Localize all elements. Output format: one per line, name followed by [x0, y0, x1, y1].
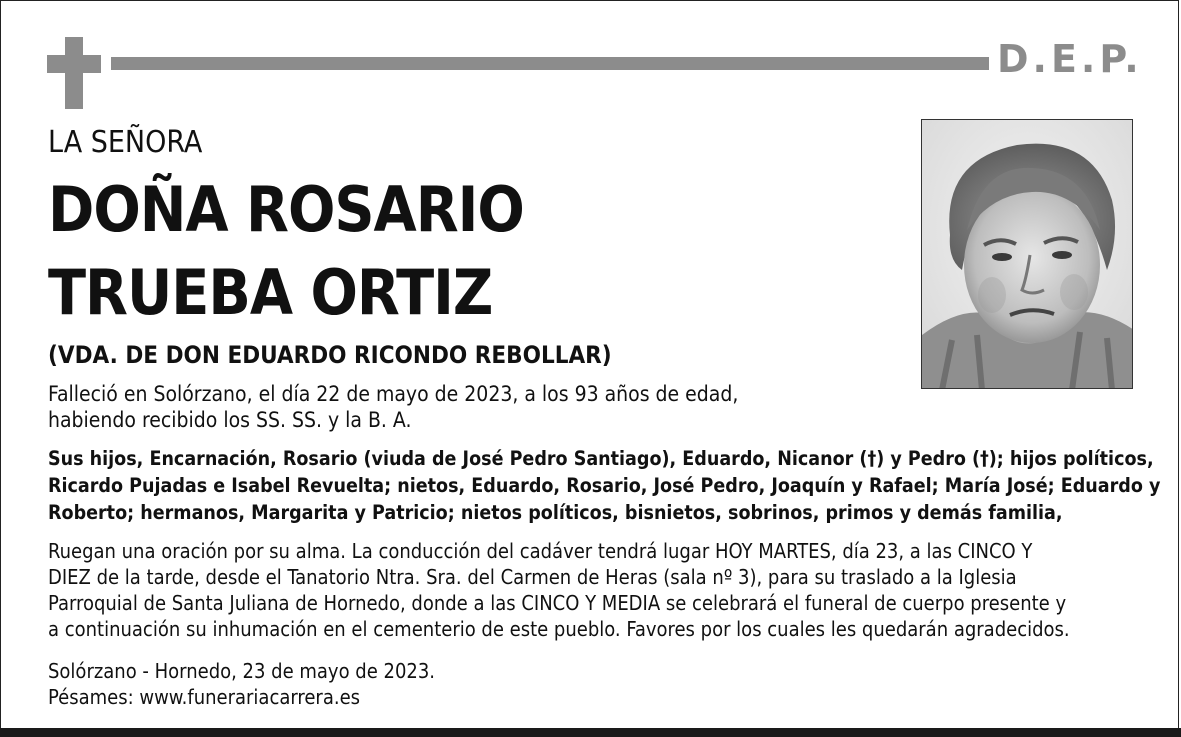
- title-prefix: LA SEÑORA: [48, 125, 203, 160]
- ceremony-line: a continuación su inhumación en el cementerio de este pueblo. Favores por los cuales les quedarán agradecidos.: [48, 617, 1070, 641]
- footer: [48, 658, 435, 710]
- dep-label: D.E.P.: [997, 37, 1143, 81]
- death-notice: [48, 381, 738, 433]
- death-notice-line: habiendo recibido los SS. SS. y la B. A.: [48, 408, 412, 432]
- death-notice-line: Falleció en Solórzano, el día 22 de mayo de 2023, a los 93 años de edad,: [48, 382, 739, 406]
- family-line: Ricardo Pujadas e Isabel Revuelta; nietos, Eduardo, Rosario, José Pedro, Joaquín y Rafael; María José; Eduardo y: [48, 474, 1161, 497]
- deceased-name-line2: TRUEBA ORTIZ: [48, 256, 493, 329]
- ceremony-line: Parroquial de Santa Juliana de Hornedo, donde a las CINCO Y MEDIA se celebrará el funeral de cuerpo presente y: [48, 591, 1067, 615]
- family-line: Sus hijos, Encarnación, Rosario (viuda de José Pedro Santiago), Eduardo, Nicanor (†) y Pedro (†); hijos políticos,: [48, 447, 1154, 470]
- deceased-name-line1: DOÑA ROSARIO: [48, 173, 524, 246]
- ceremony-details: [48, 538, 1070, 642]
- ceremony-line: DIEZ de la tarde, desde el Tanatorio Ntra. Sra. del Carmen de Heras (sala nº 3), para su traslado a la Iglesia: [48, 565, 1017, 589]
- family-list: [48, 445, 1160, 526]
- ceremony-line: Ruegan una oración por su alma. La conducción del cadáver tendrá lugar HOY MARTES, día 23, a las CINCO Y: [48, 539, 1033, 563]
- portrait-photo: [921, 119, 1133, 389]
- bottom-border: [0, 728, 1181, 737]
- widow-of-line: (VDA. DE DON EDUARDO RICONDO REBOLLAR): [48, 341, 612, 369]
- place-date: Solórzano - Hornedo, 23 de mayo de 2023.: [48, 659, 435, 683]
- header-rule: [111, 57, 989, 70]
- condolences-link[interactable]: Pésames: www.funerariacarrera.es: [48, 685, 361, 709]
- family-line: Roberto; hermanos, Margarita y Patricio; nietos políticos, bisnietos, sobrinos, primos y demás familia,: [48, 501, 1063, 524]
